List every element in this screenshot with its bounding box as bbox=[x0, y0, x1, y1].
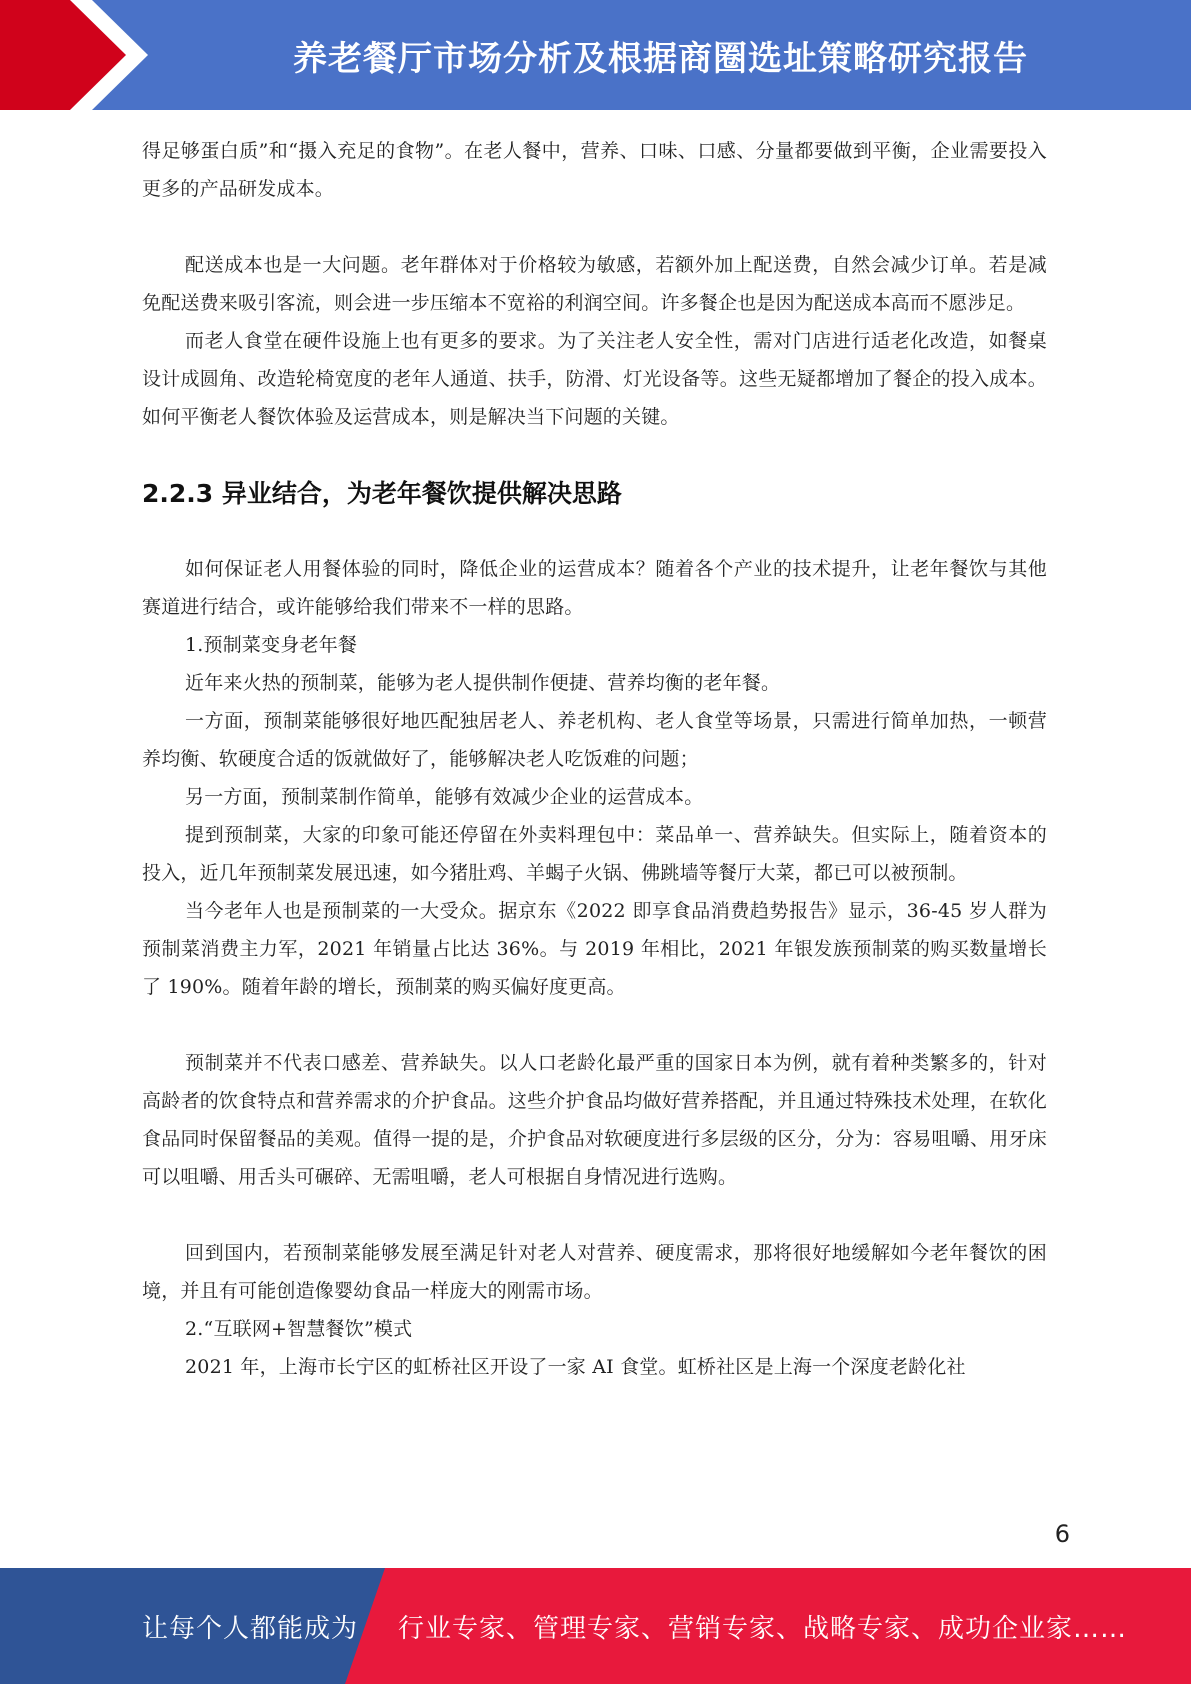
paragraph: 一方面，预制菜能够很好地匹配独居老人、养老机构、老人食堂等场景，只需进行简单加热，一顿营养均衡、软硬度合适的饭就做好了，能够解决老人吃饭难的问题； bbox=[142, 710, 1047, 770]
paragraph: 近年来火热的预制菜，能够为老人提供制作便捷、营养均衡的老年餐。 bbox=[185, 672, 781, 694]
paragraph: 回到国内，若预制菜能够发展至满足针对老人对营养、硬度需求，那将很好地缓解如今老年餐饮的困境，并且有可能创造像婴幼食品一样庞大的刚需市场。 bbox=[142, 1242, 1047, 1302]
paragraph: 如何保证老人用餐体验的同时，降低企业的运营成本？随着各个产业的技术提升，让老年餐饮与其他赛道进行结合，或许能够给我们带来不一样的思路。 bbox=[142, 558, 1047, 618]
page-footer bbox=[0, 1568, 1191, 1684]
paragraph: 配送成本也是一大问题。老年群体对于价格较为敏感，若额外加上配送费，自然会减少订单。若是减免配送费来吸引客流，则会进一步压缩本不宽裕的利润空间。许多餐企也是因为配送成本高而不愿涉足。 bbox=[142, 254, 1047, 314]
paragraph: 而老人食堂在硬件设施上也有更多的要求。为了关注老人安全性，需对门店进行适老化改造，如餐桌设计成圆角、改造轮椅宽度的老年人通道、扶手，防滑、灯光设备等。这些无疑都增加了餐企的投入成本。如何平衡老人餐饮体验及运营成本，则是解决当下问题的关键。 bbox=[142, 330, 1047, 428]
footer-slogan-left: 让每个人都能成为 bbox=[142, 1613, 359, 1644]
document-body bbox=[142, 132, 1047, 1386]
footer-slogan-right: 行业专家、管理专家、营销专家、战略专家、成功企业家…… bbox=[398, 1613, 1128, 1644]
list-item-heading: 1.预制菜变身老年餐 bbox=[185, 634, 358, 656]
paragraph: 另一方面，预制菜制作简单，能够有效减少企业的运营成本。 bbox=[185, 786, 704, 808]
page-number: 6 bbox=[1054, 1520, 1070, 1548]
paragraph: 2021 年，上海市长宁区的虹桥社区开设了一家 AI 食堂。虹桥社区是上海一个深度老龄化社 bbox=[185, 1356, 966, 1378]
paragraph: 预制菜并不代表口感差、营养缺失。以人口老龄化最严重的国家日本为例，就有着种类繁多的，针对高龄者的饮食特点和营养需求的介护食品。这些介护食品均做好营养搭配，并且通过特殊技术处理，在软化食品同时保留餐品的美观。值得一提的是，介护食品对软硬度进行多层级的区分，分为：容易咀嚼、用牙床可以咀嚼、用舌头可碾碎、无需咀嚼，老人可根据自身情况进行选购。 bbox=[142, 1052, 1047, 1188]
page-header bbox=[0, 0, 1191, 110]
list-item-heading: 2.“互联网+智慧餐饮”模式 bbox=[185, 1318, 413, 1340]
paragraph: 当今老年人也是预制菜的一大受众。据京东《2022 即享食品消费趋势报告》显示，36-45 岁人群为预制菜消费主力军，2021 年销量占比达 36%。与 2019 年相比，2021 年银发族预制菜的购买数量增长了 190%。随着年龄的增长，预制菜的购买偏好度更高。 bbox=[142, 900, 1047, 998]
paragraph: 提到预制菜，大家的印象可能还停留在外卖料理包中：菜品单一、营养缺失。但实际上，随着资本的投入，近几年预制菜发展迅速，如今猪肚鸡、羊蝎子火锅、佛跳墙等餐厅大菜，都已可以被预制。 bbox=[142, 824, 1047, 884]
section-heading: 2.2.3 异业结合，为老年餐饮提供解决思路 bbox=[142, 479, 622, 508]
report-title: 养老餐厅市场分析及根据商圈选址策略研究报告 bbox=[293, 38, 1028, 79]
paragraph: 得足够蛋白质”和“摄入充足的食物”。在老人餐中，营养、口味、口感、分量都要做到平衡，企业需要投入更多的产品研发成本。 bbox=[142, 140, 1047, 200]
